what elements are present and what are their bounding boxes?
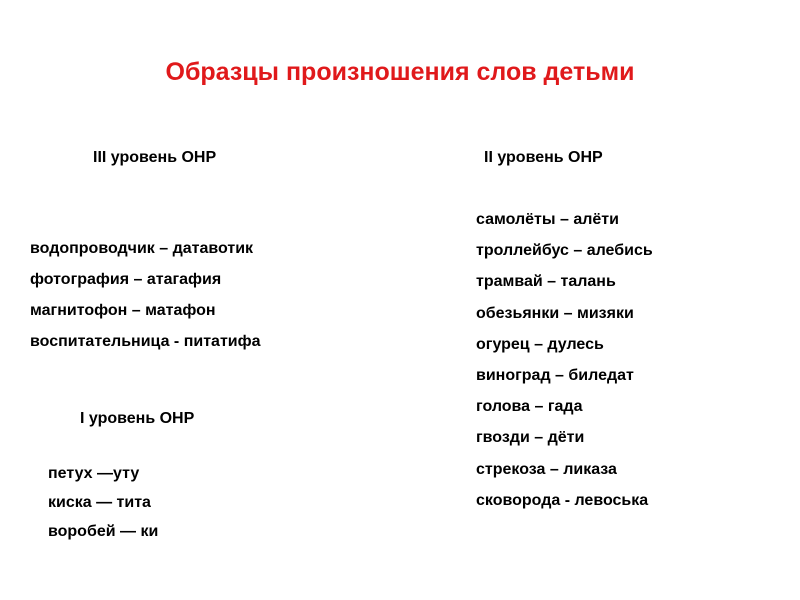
level-2-word-item: виноград – биледат bbox=[476, 367, 634, 385]
level-3-word-item: воспитательница - питатифа bbox=[30, 333, 261, 350]
level-1-word-item: петух —уту bbox=[48, 465, 140, 482]
level-2-word-item: сковорода - левоська bbox=[476, 491, 649, 509]
level-2-word-item: самолёты – алёти bbox=[476, 211, 619, 228]
level-1-word-item: киска — тита bbox=[48, 494, 151, 511]
level-2-word-item: голова – гада bbox=[476, 398, 583, 416]
level-3-heading: III уровень ОНР bbox=[93, 149, 217, 166]
level-3-word-list bbox=[30, 233, 261, 357]
level-1-word-item: воробей — ки bbox=[48, 523, 159, 540]
level-3-word-item: водопроводчик – датавотик bbox=[30, 240, 254, 257]
level-2-word-item: троллейбус – алебись bbox=[476, 242, 653, 260]
level-2-word-item: трамвай – талань bbox=[476, 273, 616, 291]
slide-title: Образцы произношения слов детьми bbox=[165, 58, 635, 86]
level-3-word-item: фотография – атагафия bbox=[30, 271, 222, 288]
level-2-word-item: гвозди – дёти bbox=[476, 429, 585, 447]
level-3-word-item: магнитофон – матафон bbox=[30, 302, 216, 319]
level-2-word-item: обезьянки – мизяки bbox=[476, 304, 634, 322]
level-1-word-list bbox=[48, 459, 158, 546]
level-1-heading: I уровень ОНР bbox=[80, 410, 195, 427]
level-2-heading: II уровень ОНР bbox=[484, 149, 603, 166]
level-2-word-list bbox=[476, 204, 653, 516]
level-2-word-item: стрекоза – ликаза bbox=[476, 460, 617, 478]
level-2-word-item: огурец – дулесь bbox=[476, 335, 604, 353]
